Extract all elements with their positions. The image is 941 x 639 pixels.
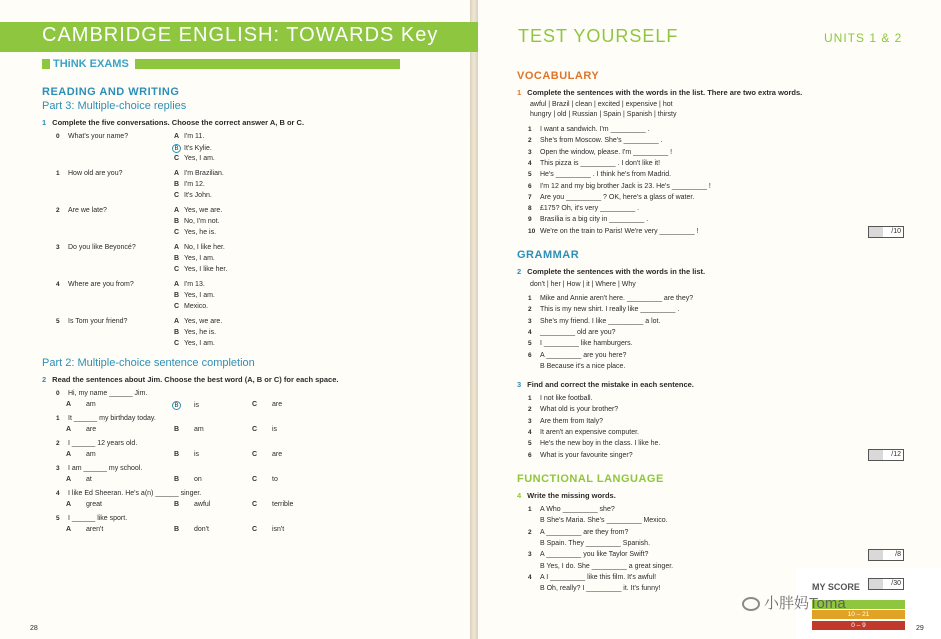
option-letter: A <box>174 281 180 288</box>
option-text: I'm 11. <box>184 133 205 140</box>
item-text: What is your favourite singer? <box>540 451 633 459</box>
grammar-title: GRAMMAR <box>517 249 580 261</box>
option-text: Yes, we are. <box>184 318 223 325</box>
sentence-item <box>528 540 650 547</box>
option-letter: A <box>66 526 72 533</box>
sentence-item <box>528 318 660 325</box>
item-text: He's the new boy in the class. I like he. <box>540 440 661 448</box>
sentence-item <box>528 160 660 167</box>
sentence-item <box>528 171 671 178</box>
item-text: B Because it's a nice place. <box>540 362 626 370</box>
item-text: A Who _________ she? <box>540 506 615 513</box>
sentence-item <box>528 126 650 133</box>
instruction-number: 2 <box>517 267 522 276</box>
grammar-score-box[interactable]: /12 <box>868 449 904 461</box>
option-letter: A <box>174 133 180 140</box>
item-number: 1 <box>528 395 532 402</box>
question-number: 5 <box>56 515 60 522</box>
item-number: 3 <box>528 317 532 325</box>
option-letter: C <box>252 476 258 483</box>
option-text: I'm 13. <box>184 281 205 288</box>
option-letter: A <box>66 476 72 483</box>
instruction-text: Complete the sentences with the words in the list. There are two extra words. <box>527 88 803 97</box>
option-text: No, I'm not. <box>184 218 220 225</box>
option-text: I'm Brazilian. <box>184 170 224 177</box>
score-band-mid: 10 – 21 <box>812 610 905 619</box>
answer-option[interactable] <box>174 303 208 310</box>
item-number: 9 <box>528 216 532 224</box>
question-text: I ______ like sport. <box>68 515 128 522</box>
option-letter: B <box>174 181 180 188</box>
option-letter: B <box>172 401 181 410</box>
option-letter: A <box>174 244 180 251</box>
item-text: It aren't an expensive computer. <box>540 428 640 436</box>
answer-option[interactable] <box>252 526 284 533</box>
option-letter: A <box>66 426 72 433</box>
item-text: Are them from Italy? <box>540 417 604 425</box>
item-number: 2 <box>528 306 532 314</box>
item-text: This is my new shirt. I really like _________ . <box>540 306 680 314</box>
part2-instruction <box>42 375 338 384</box>
my-score-label: MY SCORE <box>812 582 860 592</box>
sentence-item <box>528 506 615 513</box>
func-instruction <box>517 491 616 500</box>
option-letter: A <box>66 451 72 458</box>
option-text: Yes, I like her. <box>184 266 228 273</box>
option-letter: A <box>66 501 72 508</box>
item-text: I _________ like hamburgers. <box>540 340 633 348</box>
item-text: She's from Moscow. She's _________ . <box>540 137 663 145</box>
option-text: It's John. <box>184 192 212 199</box>
option-letter: B <box>174 526 180 533</box>
option-letter: C <box>252 401 258 408</box>
option-letter: B <box>174 255 180 262</box>
total-score-box[interactable]: /30 <box>868 578 904 590</box>
item-text: A _________ are they from? <box>540 528 629 536</box>
sentence-item <box>528 183 711 190</box>
item-number: 1 <box>528 295 532 302</box>
sentence-item <box>528 352 626 359</box>
answer-option[interactable] <box>252 501 293 508</box>
item-number: 5 <box>528 440 532 448</box>
sentence-item <box>528 205 639 212</box>
question-text: How old are you? <box>68 170 123 177</box>
sentence-item <box>528 137 663 144</box>
sentence-item <box>528 228 698 235</box>
item-text: B Oh, really? I _________ it. It's funny! <box>540 585 661 593</box>
sentence-item <box>528 585 660 592</box>
option-letter: B <box>174 451 180 458</box>
option-text: on <box>194 476 202 483</box>
item-number: 2 <box>528 406 532 414</box>
option-letter: B <box>174 426 180 433</box>
answer-option[interactable] <box>174 170 224 177</box>
option-text: is <box>194 451 200 458</box>
answer-option[interactable] <box>174 192 212 199</box>
func-score-box[interactable]: /8 <box>868 549 904 561</box>
option-text: Yes, we are. <box>184 207 223 214</box>
sentence-item <box>528 149 672 156</box>
think-exams-banner <box>42 58 400 70</box>
question-number: 0 <box>56 390 60 397</box>
sentence-item <box>528 574 656 581</box>
option-letter: B <box>174 218 180 225</box>
part3-title: Part 3: Multiple-choice replies <box>42 100 187 112</box>
instruction-text: Complete the sentences with the words in the list. <box>527 267 706 276</box>
answer-option[interactable] <box>174 401 199 410</box>
think-exams-label: THiNK EXAMS <box>53 58 129 70</box>
answer-option[interactable] <box>174 340 215 347</box>
answer-option[interactable] <box>174 207 222 214</box>
item-number: 4 <box>528 428 532 436</box>
option-letter: C <box>252 526 258 533</box>
item-text: Are you _________ ? OK, here's a glass of water. <box>540 193 695 201</box>
question-text: Do you like Beyoncé? <box>68 244 136 251</box>
answer-option[interactable] <box>174 329 216 336</box>
units-label: UNITS 1 & 2 <box>824 31 903 45</box>
sentence-item <box>528 440 660 447</box>
option-text: am <box>194 426 204 433</box>
item-text: B Spain. They _________ Spanish. <box>540 539 651 547</box>
answer-option[interactable] <box>66 501 102 508</box>
book-title: CAMBRIDGE ENGLISH: TOWARDS Key <box>42 24 439 46</box>
option-text: at <box>86 476 92 483</box>
item-number: 6 <box>528 451 532 459</box>
item-text: Mike and Annie aren't here. _________ are they? <box>540 295 694 302</box>
option-text: don't <box>194 526 209 533</box>
vocab-instruction <box>517 88 802 97</box>
option-text: aren't <box>86 526 104 533</box>
instruction-text: Write the missing words. <box>527 491 616 500</box>
answer-option[interactable] <box>174 526 209 533</box>
answer-option[interactable] <box>174 426 204 433</box>
option-text: am <box>86 401 96 408</box>
sentence-item <box>528 551 648 558</box>
answer-option[interactable] <box>174 255 215 262</box>
page-number-right: 29 <box>916 625 924 632</box>
sentence-item <box>528 418 603 425</box>
sentence-item <box>528 406 618 413</box>
option-letter: B <box>174 292 180 299</box>
option-text: Yes, I am. <box>184 340 215 347</box>
banner-block <box>42 59 50 69</box>
question-text: Where are you from? <box>68 281 134 288</box>
item-number: 2 <box>528 528 532 536</box>
option-letter: C <box>252 501 258 508</box>
question-number: 2 <box>56 440 60 447</box>
answer-option[interactable] <box>252 401 282 408</box>
sentence-item <box>528 529 628 536</box>
answer-option[interactable] <box>174 229 216 236</box>
question-text: Hi, my name ______ Jim. <box>68 390 148 397</box>
item-number: 2 <box>528 137 532 145</box>
item-number: 6 <box>528 182 532 190</box>
question-number: 1 <box>56 170 60 177</box>
item-text: B She's Maria. She's _________ Mexico. <box>540 517 668 525</box>
item-number: 5 <box>528 171 532 179</box>
sentence-item <box>528 306 679 313</box>
sentence-item <box>528 452 633 459</box>
option-letter: C <box>174 303 180 310</box>
option-letter: C <box>174 229 180 236</box>
item-text: B Yes, I do. She _________ a great singer. <box>540 562 674 570</box>
sentence-item <box>528 517 668 524</box>
question-text: Is Tom your friend? <box>68 318 128 325</box>
book-spine <box>470 0 478 639</box>
question-number: 3 <box>56 465 60 472</box>
option-letter-circled: B <box>172 144 181 153</box>
score-band-low: 0 – 9 <box>812 621 905 630</box>
test-yourself-title: TEST YOURSELF <box>518 26 679 46</box>
watermark <box>742 592 846 613</box>
option-text: It's Kylie. <box>184 145 212 152</box>
answer-option[interactable] <box>66 526 103 533</box>
option-text: Yes, he is. <box>184 229 217 236</box>
option-text: terrible <box>272 501 294 508</box>
item-number: 8 <box>528 205 532 213</box>
option-letter: A <box>66 401 72 408</box>
item-text: I want a sandwich. I'm _________ . <box>540 126 650 133</box>
question-number: 1 <box>56 415 60 422</box>
answer-option[interactable] <box>174 318 222 325</box>
option-letter: C <box>174 155 180 162</box>
option-letter: B <box>174 329 180 336</box>
item-text: I not like football. <box>540 395 593 402</box>
item-text: We're on the train to Paris! We're very _________ ! <box>540 227 699 235</box>
answer-option[interactable] <box>174 292 215 299</box>
vocabulary-title: VOCABULARY <box>517 70 600 82</box>
option-letter: A <box>174 318 180 325</box>
grammar-instruction <box>517 267 705 276</box>
vocab-word-list-2: hungry | old | Russian | Spain | Spanish | thirsty <box>530 111 677 118</box>
item-number: 3 <box>528 148 532 156</box>
instruction-text: Complete the five conversations. Choose the correct answer A, B or C. <box>52 118 305 127</box>
item-number: 4 <box>528 159 532 167</box>
instruction-number: 3 <box>517 380 522 389</box>
option-letter: B <box>174 501 180 508</box>
option-text: are <box>272 451 283 458</box>
option-text: awful <box>194 501 211 508</box>
instruction-number: 2 <box>42 375 47 384</box>
grammar-word-list: don't | her | How | it | Where | Why <box>530 281 636 288</box>
option-text: to <box>272 476 278 483</box>
option-text: are <box>272 401 283 408</box>
option-letter: C <box>252 426 258 433</box>
item-text: Brasília is a big city in _________ . <box>540 216 649 224</box>
answer-option[interactable] <box>174 476 202 483</box>
option-text: Mexico. <box>184 303 209 310</box>
option-text: I'm 12. <box>184 181 205 188</box>
item-text: She's my friend. I like _________ a lot. <box>540 317 661 325</box>
answer-option[interactable] <box>174 281 205 288</box>
item-text: Open the window, please. I'm _________ ! <box>540 148 673 156</box>
option-text: Yes, I am. <box>184 255 215 262</box>
item-number: 5 <box>528 340 532 348</box>
question-text: I ______ 12 years old. <box>68 440 138 447</box>
item-number: 3 <box>528 551 532 559</box>
page-number-left: 28 <box>30 625 38 632</box>
question-number: 4 <box>56 490 60 497</box>
sentence-item <box>528 329 616 336</box>
question-number: 2 <box>56 207 60 214</box>
question-text: Are we late? <box>68 207 107 214</box>
item-number: 10 <box>528 227 536 235</box>
part2-title: Part 2: Multiple-choice sentence completion <box>42 357 255 369</box>
answer-option[interactable] <box>174 266 227 273</box>
item-text: He's _________ . I think he's from Madrid. <box>540 171 672 179</box>
instruction-text: Find and correct the mistake in each sentence. <box>527 380 694 389</box>
question-text: I like Ed Sheeran. He's a(n) ______ singer. <box>68 490 202 497</box>
item-number: 3 <box>528 417 532 425</box>
question-text: I am ______ my school. <box>68 465 143 472</box>
item-number: 1 <box>528 126 532 133</box>
question-text: What's your name? <box>68 133 129 140</box>
instruction-number: 4 <box>517 491 522 500</box>
item-text: A _________ you like Taylor Swift? <box>540 551 649 559</box>
sentence-item <box>528 216 648 223</box>
answer-option[interactable] <box>174 244 225 251</box>
answer-option[interactable] <box>174 133 204 140</box>
watermark-text: 小胖妈Toma <box>764 595 846 612</box>
question-number: 3 <box>56 244 60 251</box>
item-text: I'm 12 and my big brother Jack is 23. He's _________ ! <box>540 182 711 190</box>
sentence-item <box>528 340 633 347</box>
item-text: _________ old are you? <box>540 328 616 336</box>
question-number: 5 <box>56 318 60 325</box>
wechat-icon <box>742 597 760 611</box>
question-text: It ______ my birthday today. <box>68 415 156 422</box>
grammar3-instruction <box>517 380 694 389</box>
item-number: 6 <box>528 351 532 359</box>
sentence-item <box>528 363 625 370</box>
option-text: is <box>194 402 200 409</box>
sentence-item <box>528 295 693 302</box>
option-text: am <box>86 451 96 458</box>
answer-option[interactable] <box>66 476 92 483</box>
question-number: 0 <box>56 133 60 140</box>
question-number: 4 <box>56 281 60 288</box>
option-text: Yes, he is. <box>184 329 217 336</box>
sentence-item <box>528 429 639 436</box>
answer-option[interactable] <box>252 451 282 458</box>
option-text: Yes, I am. <box>184 292 215 299</box>
sentence-item <box>528 194 694 201</box>
option-letter: C <box>174 266 180 273</box>
sentence-item <box>528 563 673 570</box>
answer-option[interactable] <box>252 476 278 483</box>
option-letter: A <box>174 170 180 177</box>
option-text: great <box>86 501 102 508</box>
instruction-number: 1 <box>517 88 522 97</box>
option-letter: A <box>174 207 180 214</box>
answer-option[interactable] <box>66 426 96 433</box>
option-letter: C <box>252 451 258 458</box>
item-number: 4 <box>528 573 532 581</box>
item-number: 4 <box>528 328 532 336</box>
answer-option[interactable] <box>174 501 210 508</box>
vocab-score-box[interactable]: /10 <box>868 226 904 238</box>
option-text: Yes, I am. <box>184 155 215 162</box>
vocab-word-list-1: awful | Brazil | clean | excited | expensive | hot <box>530 101 673 108</box>
answer-option[interactable] <box>174 181 205 188</box>
option-text: are <box>86 426 97 433</box>
reading-writing-title: READING AND WRITING <box>42 86 180 98</box>
option-letter: B <box>174 476 180 483</box>
option-letter: C <box>174 340 180 347</box>
option-text: No, I like her. <box>184 244 225 251</box>
item-text: What old is your brother? <box>540 406 619 414</box>
instruction-number: 1 <box>42 118 47 127</box>
item-text: A _________ are you here? <box>540 351 627 359</box>
answer-option[interactable] <box>252 426 277 433</box>
answer-option[interactable] <box>66 451 96 458</box>
answer-option[interactable] <box>174 451 199 458</box>
functional-language-title: FUNCTIONAL LANGUAGE <box>517 473 664 485</box>
sentence-item <box>528 395 593 402</box>
item-text: A I _________ like this film. It's awful! <box>540 573 657 581</box>
option-text: is <box>272 426 278 433</box>
answer-option[interactable] <box>174 218 220 225</box>
option-text: isn't <box>272 526 285 533</box>
answer-option[interactable] <box>66 401 96 408</box>
item-number: 1 <box>528 506 532 513</box>
option-letter: C <box>174 192 180 199</box>
item-text: £175? Oh, it's very _________ . <box>540 205 640 213</box>
item-number: 7 <box>528 193 532 201</box>
answer-option[interactable] <box>174 155 215 162</box>
instruction-text: Read the sentences about Jim. Choose the best word (A, B or C) for each space. <box>52 375 339 384</box>
item-text: This pizza is _________ . I don't like it! <box>540 159 661 167</box>
part3-instruction <box>42 118 304 127</box>
answer-option[interactable] <box>174 144 212 153</box>
banner-line <box>135 59 400 69</box>
